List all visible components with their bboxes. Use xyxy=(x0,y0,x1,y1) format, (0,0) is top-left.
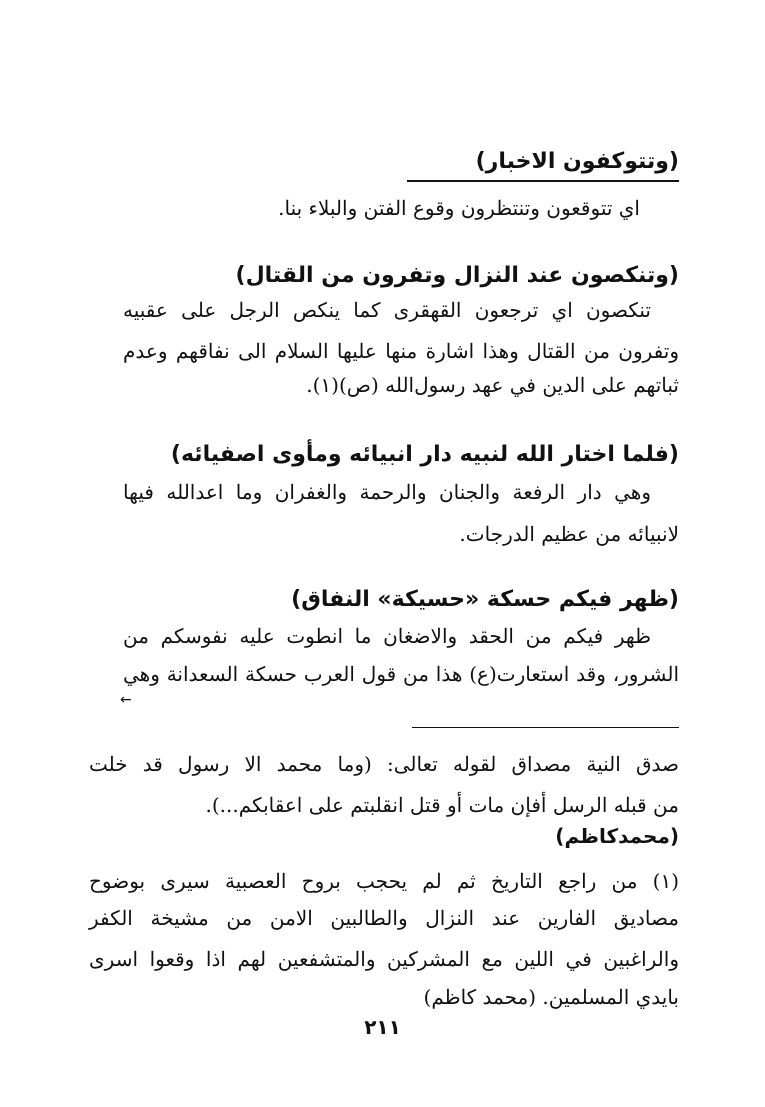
body-text-line: ظهر فيكم من الحقد والاضغان ما انطوت عليه نفوسكم من xyxy=(123,624,651,648)
footnote-line: مصاديق الفارين عند النزال والطالبين الامن من مشيخة الكفر xyxy=(89,906,679,930)
footnote-line: من قبله الرسل أفإن مات أو قتل انقلبتم على اعقابكم...). xyxy=(205,793,679,817)
section-heading: (وتتوكفون الاخبار) xyxy=(475,149,679,174)
section-heading: (وتنكصون عند النزال وتفرون من القتال) xyxy=(235,263,679,288)
body-text-line: وتفرون من القتال وهذا اشارة منها عليها السلام الى نفاقهم وعدم xyxy=(123,339,679,363)
footnote-line: بايدي المسلمين. (محمد كاظم) xyxy=(423,985,679,1009)
continuation-arrow-icon: ← xyxy=(120,692,132,708)
footnote-signature: (محمدكاظم) xyxy=(555,824,679,848)
body-text-line: اي تتوقعون وتنتظرون وقوع الفتن والبلاء بنا. xyxy=(278,196,640,220)
body-text-line: وهي دار الرفعة والجنان والرحمة والغفران وما اعدالله فيها xyxy=(123,480,651,504)
footnote-line: والراغبين في اللين مع المشركين والمتشفعين لهم اذا وقعوا اسرى xyxy=(89,947,679,971)
section-heading: (فلما اختار الله لنبيه دار انبيائه ومأوى اصفيائه) xyxy=(170,442,679,467)
footnote-line: صدق النية مصداق لقوله تعالى: (وما محمد الا رسول قد خلت xyxy=(89,752,679,776)
footnote-separator xyxy=(412,727,679,728)
page-number: ٢١١ xyxy=(364,1015,401,1039)
body-text-line: ثباتهم على الدين في عهد رسول‌الله (ص)(١). xyxy=(306,373,679,397)
section-heading: (ظهر فيكم حسكة «حسيكة» النفاق) xyxy=(291,587,679,612)
heading-underline xyxy=(407,180,679,182)
body-text-line: لانبيائه من عظيم الدرجات. xyxy=(459,522,679,546)
footnote-line: (١) من راجع التاريخ ثم لم يحجب بروح العصبية سيرى بوضوح xyxy=(89,869,679,893)
body-text-line: الشرور، وقد استعارت(ع) هذا من قول العرب حسكة السعدانة وهي xyxy=(123,662,679,686)
body-text-line: تنكصون اي ترجعون القهقرى كما ينكص الرجل على عقبيه xyxy=(123,298,651,322)
